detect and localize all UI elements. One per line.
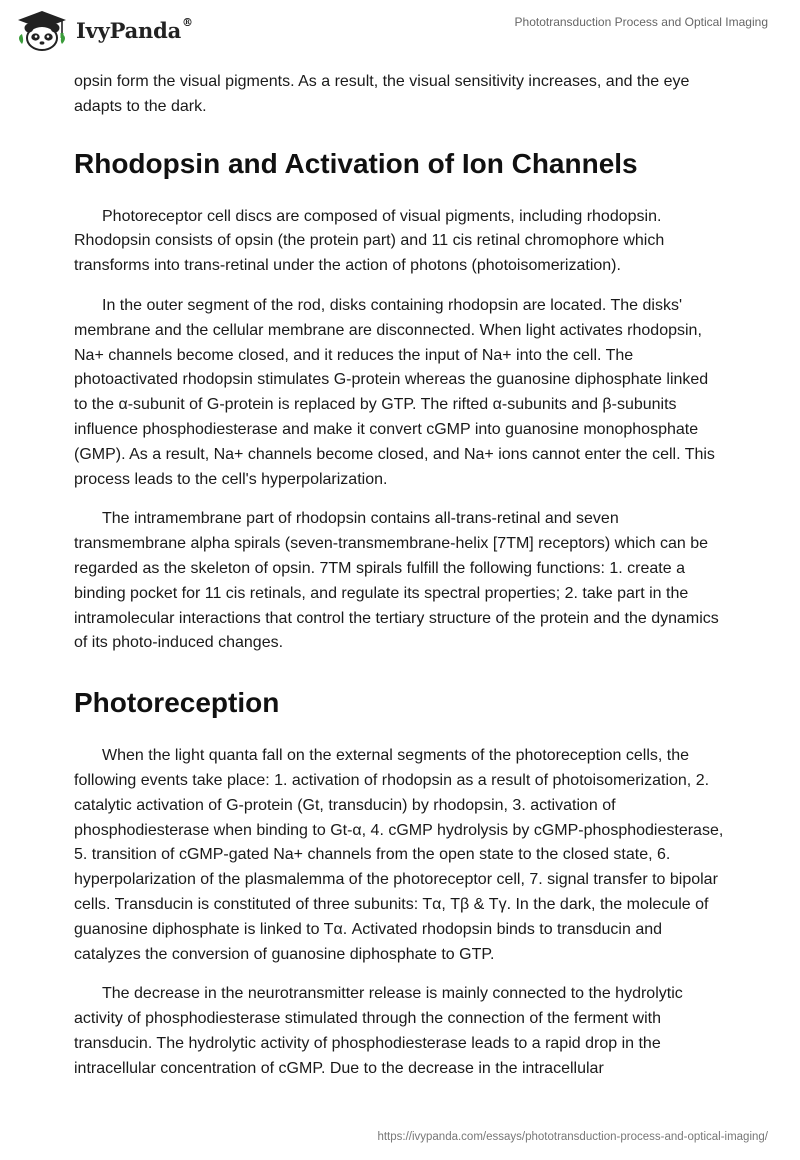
paragraph: The decrease in the neurotransmitter release is mainly connected to the hydrolytic activity of phosphodiesterase stimulated through the connection of the ferment with transducin. The hydrolytic activity of phosphodiesterase leads to a rapid drop in the intracellular concentration of cGMP. Due to the decrease in the intracellular	[74, 985, 683, 1077]
paragraph: When the light quanta fall on the external segments of the photoreception cells, the following events take place: 1. activation of rhodopsin as a result of photoisomerization, 2. catalytic activation of G-protein (Gt, transducin) by rhodopsin, 3. activation of phosphodiesterase when binding to Gt-α, 4. cGMP hydrolysis by cGMP-phosphodiesterase, 5. transition of cGMP-gated Na+ channels from the open state to the closed state, 6. hyperpolarization of the plasmalemma of the photoreceptor cell, 7. signal transfer to bipolar cells. Transducin is constituted of three subunits: Tα, Tβ & Tγ. In the dark, the molecule of guanosine diphosphate is linked to Tα. Activated rhodopsin binds to transducin and catalyzes the conversion of guanosine diphosphate to GTP.	[74, 747, 724, 963]
brand-logo[interactable]	[14, 8, 193, 52]
brand-name	[76, 15, 193, 43]
paragraph: Photoreceptor cell discs are composed of visual pigments, including rhodopsin. Rhodopsin consists of opsin (the protein part) and 11 cis retinal chromophore which transforms into trans-retinal under the action of photons (photoisomerization).	[74, 207, 665, 275]
paragraph: The intramembrane part of rhodopsin contains all-trans-retinal and seven transmembrane alpha spirals (seven-transmembrane-helix [7TM] receptors) which can be regarded as the skeleton of opsin. 7TM spirals fulfill the following functions: 1. create a binding pocket for 11 cis retinals, and regulate its spectral properties; 2. take part in the intramolecular interactions that control the tertiary structure of the protein and the dynamics of its photo-induced changes.	[74, 510, 719, 652]
page-header	[0, 0, 800, 60]
section-heading-rhodopsin: Rhodopsin and Activation of Ion Channels	[74, 147, 638, 179]
brand-name-text: IvyPanda	[76, 17, 182, 43]
section-heading-photoreception: Photoreception	[74, 687, 280, 719]
paragraph-continuation: opsin form the visual pigments. As a result, the visual sensitivity increases, and the eye adapts to the dark.	[74, 73, 690, 115]
panda-graduation-cap-icon	[14, 8, 70, 52]
essay-content	[74, 70, 724, 1082]
paragraph: In the outer segment of the rod, disks containing rhodopsin are located. The disks' membrane and the cellular membrane are disconnected. When light activates rhodopsin, Na+ channels become closed, and it reduces the input of Na+ into the cell. The photoactivated rhodopsin stimulates G-protein whereas the guanosine diphosphate linked to the α-subunit of G-protein is replaced by GTP. The rifted α-subunits and β-subunits influence phosphodiesterase and make it convert cGMP into guanosine monophosphate (GMP). As a result, Na+ channels become closed, and Na+ ions cannot enter the cell. This process leads to the cell's hyperpolarization.	[74, 296, 715, 488]
document-title: Phototransduction Process and Optical Imaging	[514, 15, 768, 29]
registered-mark: ®	[182, 15, 193, 29]
source-url[interactable]: https://ivypanda.com/essays/phototransduction-process-and-optical-imaging/	[377, 1131, 768, 1143]
